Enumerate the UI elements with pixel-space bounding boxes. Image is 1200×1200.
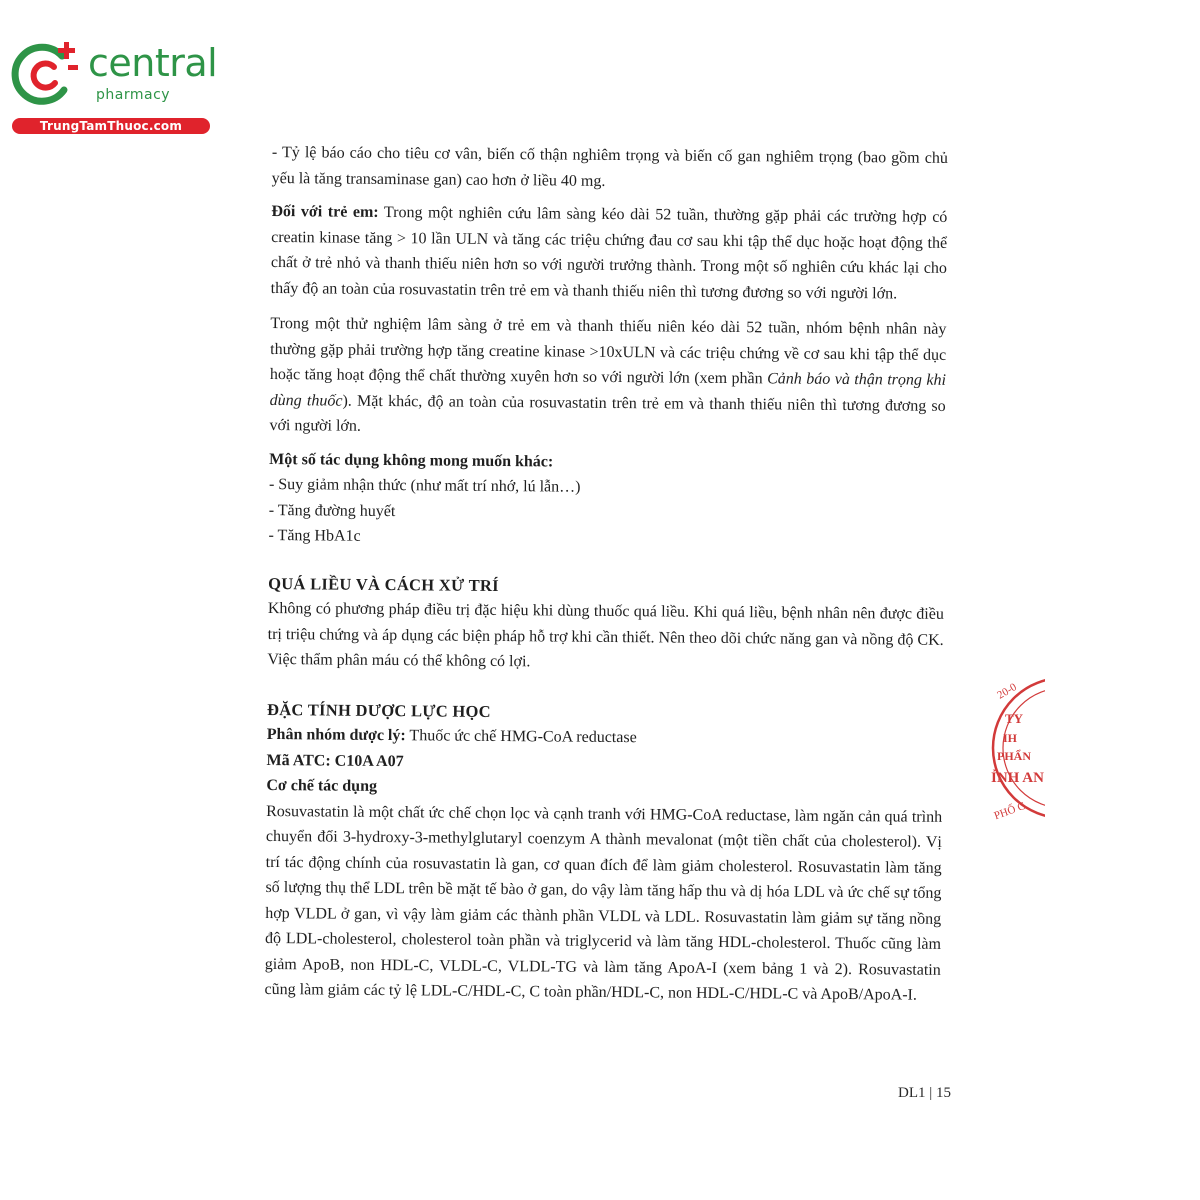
- document-page: [264, 140, 948, 1008]
- list-item: - Tăng đường huyết: [268, 501, 396, 520]
- stamp-text-3: IH: [1003, 731, 1018, 745]
- children-label: Đối với trẻ em:: [271, 202, 379, 221]
- paragraph-children: [271, 199, 948, 307]
- paragraph-muscle-effects: - Tỷ lệ báo cáo cho tiêu cơ vân, biến cố thận nghiêm trọng và biến cố gan nghiêm trọng (bao gồm chủ yếu là tăng transaminase gan) cao hơn ở liều 40 mg.: [271, 143, 948, 190]
- mechanism-heading: Cơ chế tác dụng: [266, 776, 378, 795]
- company-stamp: [975, 668, 1045, 833]
- central-pharmacy-logo-icon: [10, 38, 86, 110]
- central-pharmacy-logo: [10, 36, 218, 136]
- paragraph-mechanism: Rosuvastatin là một chất ức chế chọn lọc và cạnh tranh với HMG-CoA reductase, làm ngăn cản quá trình chuyển đổi 3-hydroxy-3-methylglutaryl coenzym A thành mevalonat (một tiền chất của cholesterol). Vị trí tác động chính của rosuvastatin là gan, cơ quan đích để làm giảm cholesterol. Rosuvastatin làm tăng số lượng thụ thể LDL trên bề mặt tế bào ở gan, do vậy làm tăng hấp thu và dị hóa LDL và ức chế sự tổng hợp VLDL ở gan, vì vậy làm giảm các thành phần VLDL và LDL. Rosuvastatin làm giảm sự tăng nồng độ LDL-cholesterol, cholesterol toàn phần và triglycerid và làm tăng HDL-cholesterol. Thuốc cũng làm giảm ApoB, non HDL-C, VLDL-C, VLDL-TG và làm tăng ApoA-I (xem bảng 1 và 2). Rosuvastatin cũng làm giảm các tỷ lệ LDL-C/HDL-C, C toàn phần/HDL-C, non HDL-C/HDL-C và ApoB/ApoA-I.: [264, 802, 943, 1004]
- stamp-text-1: 20-0: [995, 681, 1019, 702]
- overdose-heading: QUÁ LIỀU VÀ CÁCH XỬ TRÍ: [268, 573, 499, 595]
- logo-wordmark: central: [88, 41, 218, 85]
- trial-text-2: ). Mặt khác, độ an toàn của rosuvastatin trên trẻ em và thanh thiếu niên thì tương đương so với người lớn.: [269, 392, 946, 435]
- other-effects-heading: Một số tác dụng không mong muốn khác:: [269, 450, 554, 470]
- list-item: - Tăng HbA1c: [268, 526, 361, 545]
- pharmacodynamics-heading: ĐẶC TÍNH DƯỢC LỰC HỌC: [266, 699, 491, 721]
- group-value: Thuốc ức chế HMG-CoA reductase: [405, 727, 637, 747]
- paragraph-overdose: Không có phương pháp điều trị đặc hiệu khi dùng thuốc quá liều. Khi quá liều, bệnh nhân nên được điều trị triệu chứng và áp dụng các biện pháp hỗ trợ khi cần thiết. Nên theo dõi chức năng gan và nồng độ CK. Việc thẩm phân máu có thể không có lợi.: [267, 599, 944, 671]
- trial-section-reference: Cảnh báo và thận trọng khi dùng thuốc: [269, 370, 947, 410]
- stamp-text-6: PHỐ C: [992, 799, 1027, 823]
- group-label: Phân nhóm dược lý:: [266, 725, 406, 745]
- paragraph-clinical-trial: [269, 311, 946, 444]
- stamp-text-2: TY: [1005, 711, 1024, 726]
- list-item: - Suy giảm nhận thức (như mất trí nhớ, lú lẫn…): [268, 475, 581, 496]
- trial-text-1: Trong một thử nghiệm lâm sàng ở trẻ em và thanh thiếu niên kéo dài 52 tuần, nhóm bệnh nhân này thường gặp phải trường hợp tăng creatine kinase >10xULN và các triệu chứng về cơ sau khi tập thể dục hoặc tăng hoạt động thể chất thường xuyên hơn so với người lớn (xem phần: [269, 314, 947, 388]
- children-text: Trong một nghiên cứu lâm sàng kéo dài 52 tuần, thường gặp phải các trường hợp có creatin kinase tăng > 10 lần ULN và tăng các triệu chứng đau cơ sau khi tập thể dục hoặc hoạt động thể chất ở trẻ nhỏ và thanh thiếu niên hơn so với người trưởng thành. Trong một số nghiên cứu khác lại cho thấy độ an toàn của rosuvastatin trên trẻ em và thanh thiếu niên thì tương đương so với người lớn.: [270, 203, 948, 302]
- logo-website-badge: TrungTamThuoc.com: [12, 118, 210, 134]
- atc-code: Mã ATC: C10A A07: [266, 751, 404, 770]
- page-number: DL1 | 15: [898, 1085, 951, 1101]
- stamp-text-4: PHẨN: [997, 749, 1031, 763]
- stamp-text-5: ỈNH AN: [991, 770, 1044, 786]
- logo-tagline: pharmacy: [96, 87, 171, 103]
